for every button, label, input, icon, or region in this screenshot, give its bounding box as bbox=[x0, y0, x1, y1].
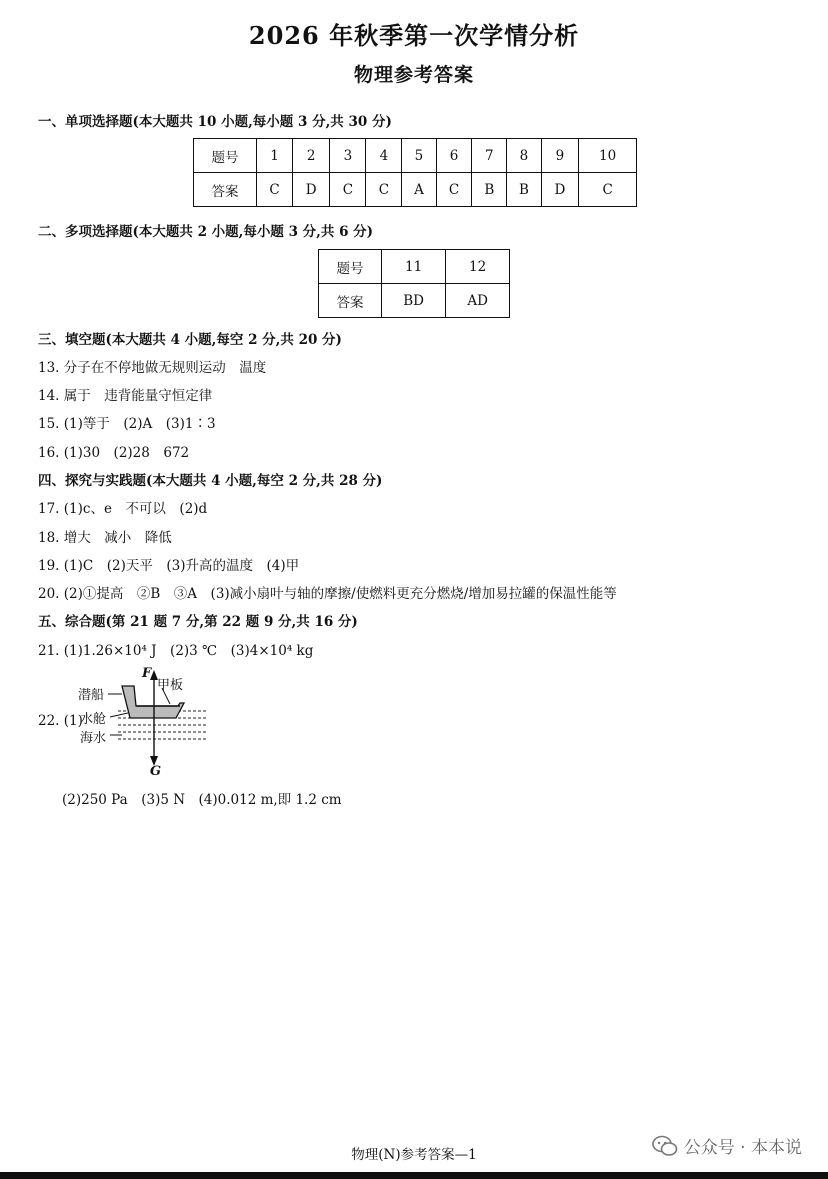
section2-heading: 二、多项选择题(本大题共 2 小题,每小题 3 分,共 6 分) bbox=[38, 224, 374, 240]
watermark bbox=[652, 1133, 802, 1158]
answer-line-20: 20. (2)①提高 ②B ③A (3)减小扇叶与轴的摩擦/使燃料更充分燃烧/增加易拉罐的保温性能等 bbox=[38, 586, 617, 602]
answer-line-19: 19. (1)C (2)天平 (3)升高的温度 (4)甲 bbox=[38, 558, 300, 574]
page-title: 2026 年秋季第一次学情分析 bbox=[248, 21, 580, 50]
submarine-figure bbox=[38, 666, 258, 781]
table-cell: BD bbox=[382, 284, 446, 318]
answer-line-14: 14. 属于 违背能量守恒定律 bbox=[38, 388, 213, 404]
label-deck: 甲板 bbox=[157, 678, 184, 693]
label-g: G bbox=[150, 764, 162, 779]
table-cell: 6 bbox=[436, 139, 472, 173]
section5-heading: 五、综合题(第 21 题 7 分,第 22 题 9 分,共 16 分) bbox=[38, 614, 358, 630]
table-cell: C bbox=[579, 173, 637, 207]
table-cell: B bbox=[507, 173, 542, 207]
table-cell: C bbox=[366, 173, 402, 207]
answer-line-18: 18. 增大 减小 降低 bbox=[38, 530, 172, 546]
answer-line-22: (2)250 Pa (3)5 N (4)0.012 m,即 1.2 cm bbox=[62, 792, 342, 808]
watermark-text: 公众号 · 本本说 bbox=[683, 1138, 802, 1158]
page-subtitle: 物理参考答案 bbox=[353, 64, 474, 86]
table-cell: 12 bbox=[446, 250, 510, 284]
table-row-answers bbox=[194, 173, 637, 207]
row-label-answer: 答案 bbox=[319, 284, 382, 318]
table-cell: C bbox=[330, 173, 366, 207]
table-row-answers bbox=[319, 284, 510, 318]
single-choice-table bbox=[193, 138, 637, 207]
force-diagram bbox=[38, 666, 258, 781]
row-label-answer: 答案 bbox=[194, 173, 257, 207]
table-cell: 8 bbox=[507, 139, 542, 173]
multi-choice-table bbox=[318, 249, 510, 318]
table-cell: D bbox=[292, 173, 330, 207]
bottom-border bbox=[0, 1172, 828, 1179]
label-tank: 水舱 bbox=[80, 712, 107, 727]
wechat-icon bbox=[652, 1135, 678, 1157]
table-row-questions bbox=[319, 250, 510, 284]
table-cell: 9 bbox=[541, 139, 579, 173]
label-submarine: 潜船 bbox=[78, 688, 105, 703]
label-sea: 海水 bbox=[80, 731, 107, 746]
table-cell: 4 bbox=[366, 139, 402, 173]
table-cell: D bbox=[541, 173, 579, 207]
table-cell: 10 bbox=[579, 139, 637, 173]
answer-line-15: 15. (1)等于 (2)A (3)1∶3 bbox=[38, 416, 216, 432]
label-f: F bbox=[142, 666, 152, 681]
table-cell: A bbox=[402, 173, 436, 207]
table-cell: 1 bbox=[257, 139, 293, 173]
table-cell: 11 bbox=[382, 250, 446, 284]
table-cell: C bbox=[257, 173, 293, 207]
row-label-question: 题号 bbox=[194, 139, 257, 173]
tank-leader bbox=[110, 713, 128, 717]
answer-line-17: 17. (1)c、e 不可以 (2)d bbox=[38, 501, 208, 517]
section4-heading: 四、探究与实践题(本大题共 4 小题,每空 2 分,共 28 分) bbox=[38, 473, 383, 489]
section3-heading: 三、填空题(本大题共 4 小题,每空 2 分,共 20 分) bbox=[38, 332, 342, 348]
table-cell: AD bbox=[446, 284, 510, 318]
table-cell: 2 bbox=[292, 139, 330, 173]
answer-line-13: 13. 分子在不停地做无规则运动 温度 bbox=[38, 360, 267, 376]
table-cell: B bbox=[472, 173, 507, 207]
table-row-questions bbox=[194, 139, 637, 173]
page-footer: 物理(N)参考答案—1 bbox=[351, 1147, 477, 1163]
table-cell: 3 bbox=[330, 139, 366, 173]
section1-heading: 一、单项选择题(本大题共 10 小题,每小题 3 分,共 30 分) bbox=[38, 114, 392, 130]
answer-line-16: 16. (1)30 (2)28 672 bbox=[38, 445, 190, 461]
table-cell: 5 bbox=[402, 139, 436, 173]
q22-prefix: 22. (1) bbox=[38, 713, 83, 729]
table-cell: C bbox=[436, 173, 472, 207]
answer-line-21: 21. (1)1.26×10⁴ J (2)3 ℃ (3)4×10⁴ kg bbox=[38, 643, 314, 659]
table-cell: 7 bbox=[472, 139, 507, 173]
row-label-question: 题号 bbox=[319, 250, 382, 284]
